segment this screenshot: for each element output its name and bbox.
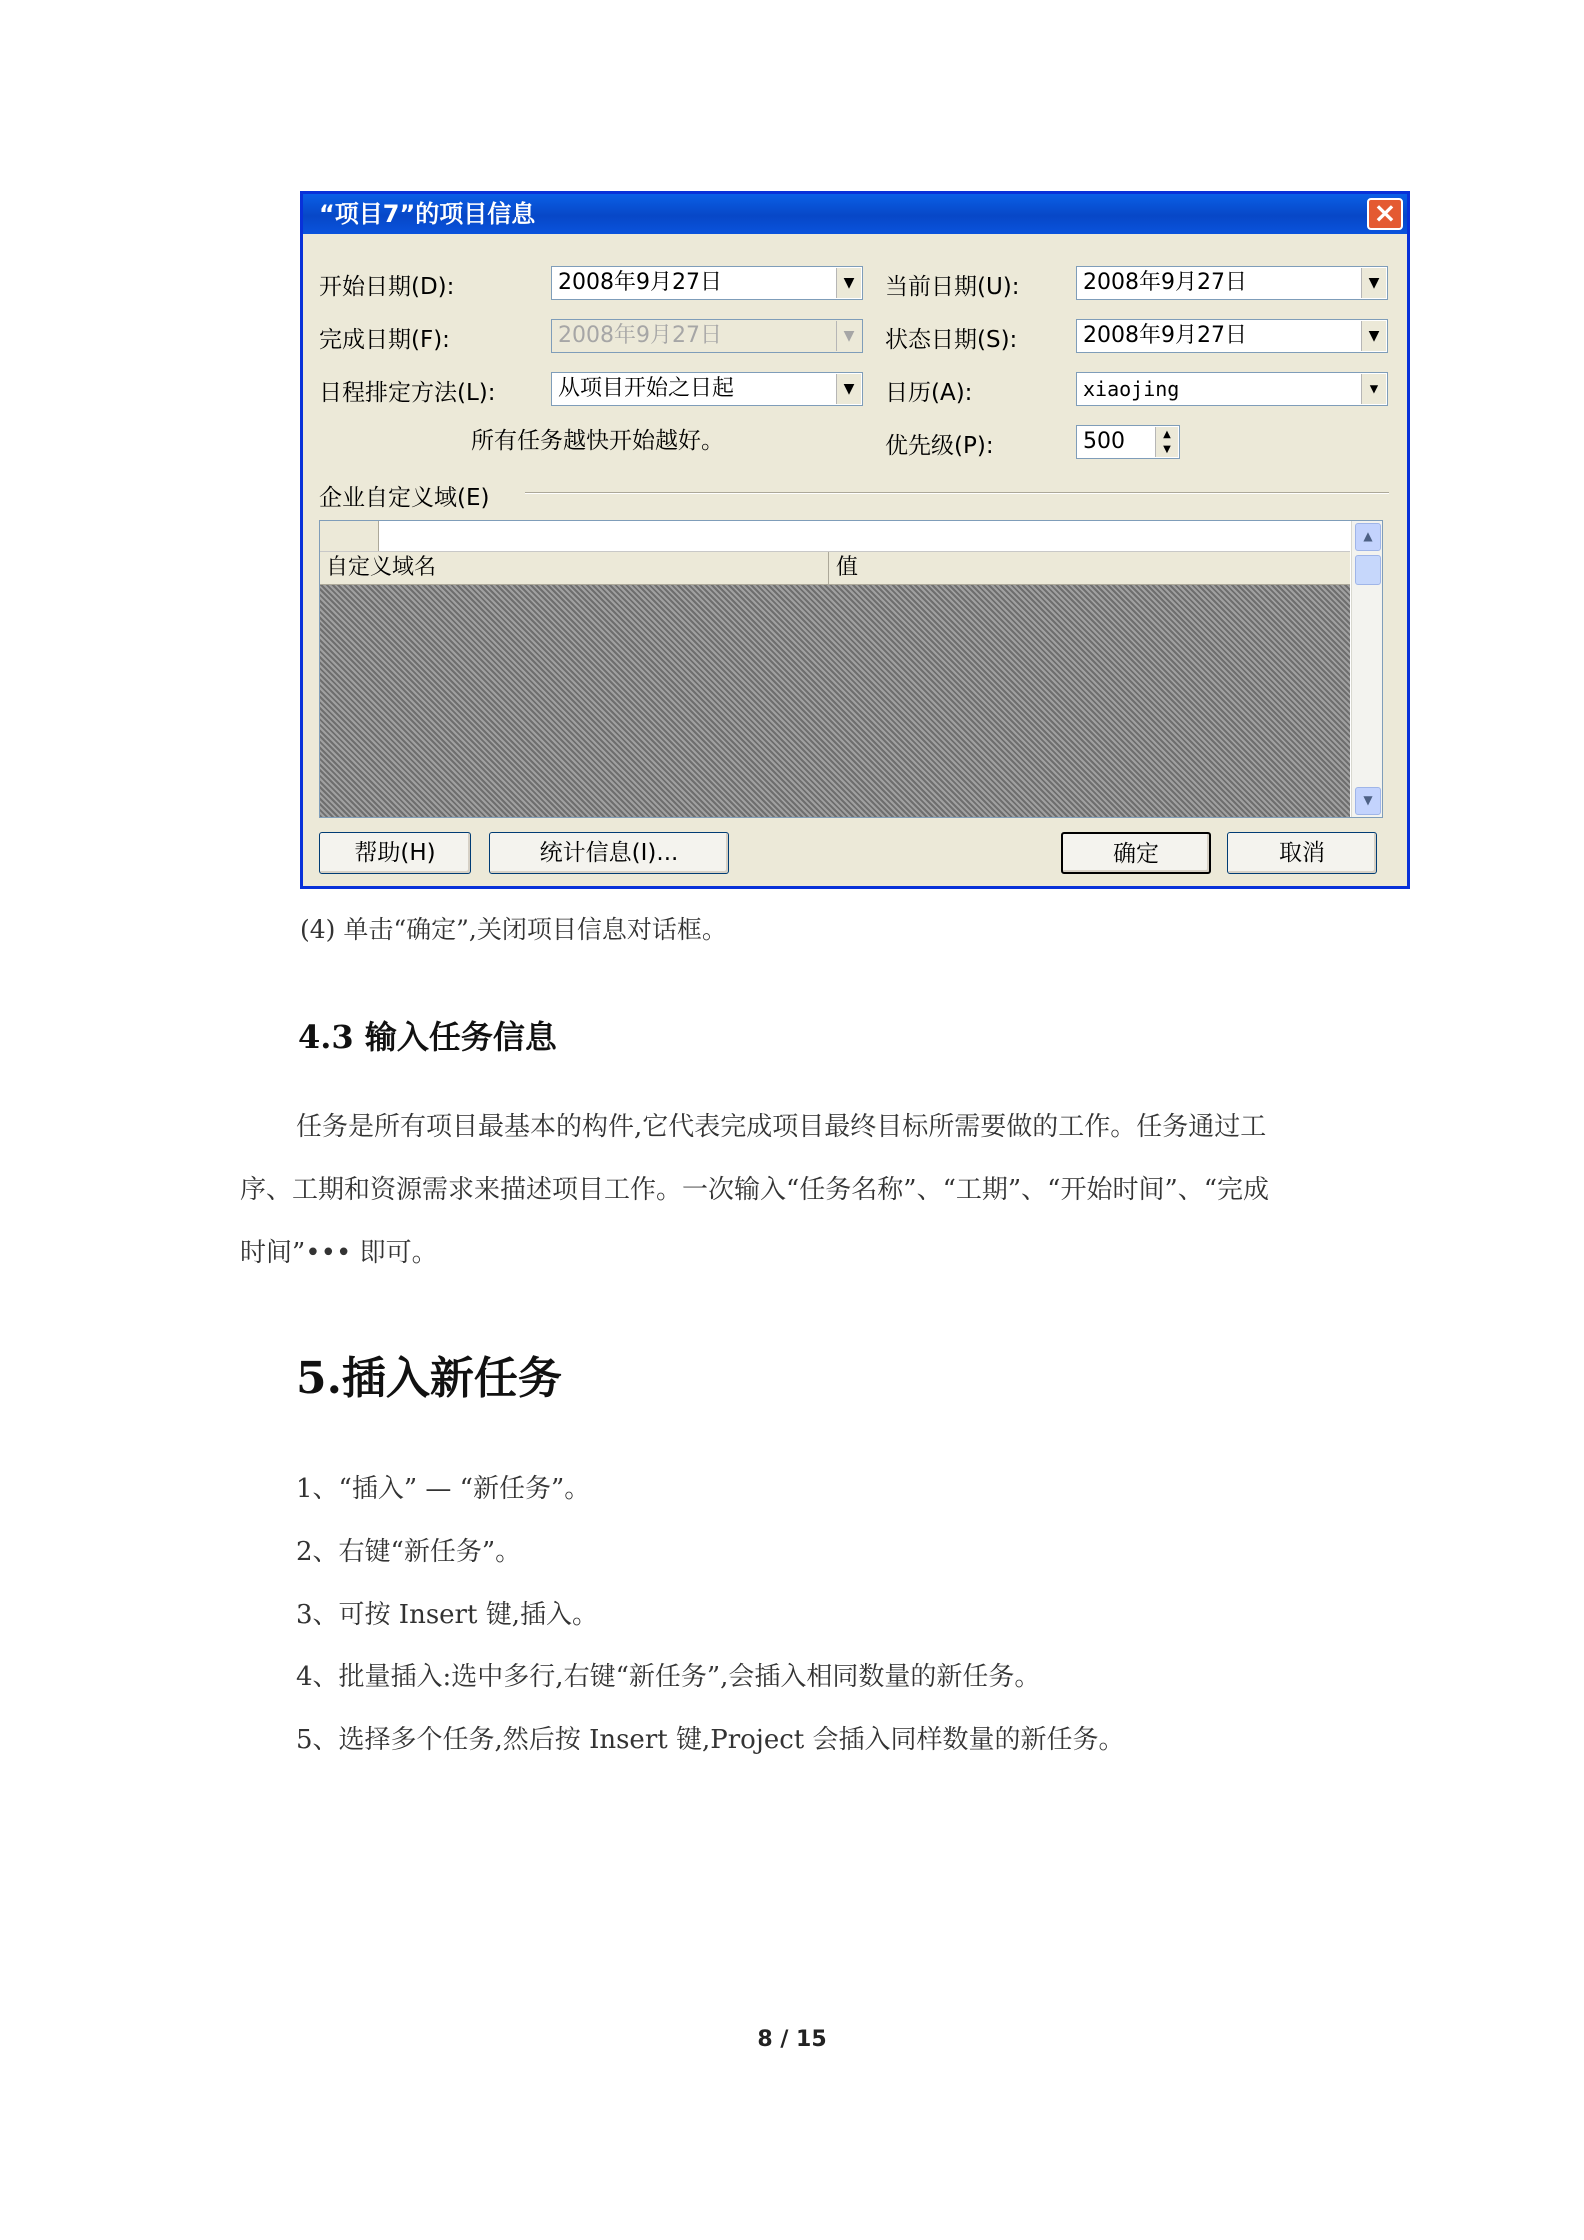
grid-header xyxy=(320,552,1350,585)
dialog-caption: (4) 单击“确定”,关闭项目信息对话框。 xyxy=(300,915,727,944)
list-item: 2、右键“新任务”。 xyxy=(296,1537,522,1567)
current-date-value: 2008年9月27日 xyxy=(1083,270,1247,295)
finish-date-combo xyxy=(551,319,863,353)
start-date-value: 2008年9月27日 xyxy=(558,270,722,295)
grid-edit-row[interactable] xyxy=(320,521,1350,552)
chevron-down-icon[interactable]: ▼ xyxy=(836,268,861,298)
section-heading-5: 5.插入新任务 xyxy=(296,1353,562,1404)
help-button[interactable]: 帮助(H) xyxy=(319,832,471,874)
dialog-titlebar[interactable] xyxy=(303,194,1407,234)
list-item: 1、“插入” — “新任务”。 xyxy=(296,1474,591,1504)
grid-col-name-header: 自定义域名 xyxy=(320,552,829,584)
chevron-down-icon[interactable]: ▼ xyxy=(836,374,861,404)
list-item: 3、可按 Insert 键,插入。 xyxy=(296,1600,598,1630)
spin-arrows-icon[interactable]: ▲ ▼ xyxy=(1155,427,1178,457)
chevron-down-icon[interactable]: ▼ xyxy=(1361,321,1386,351)
chevron-down-icon[interactable]: ▼ xyxy=(1361,268,1386,298)
chevron-down-icon: ▼ xyxy=(836,321,861,351)
priority-label: 优先级(P): xyxy=(885,433,994,459)
calendar-value: xiaojing xyxy=(1083,377,1180,401)
scroll-thumb[interactable] xyxy=(1355,555,1381,585)
finish-date-label: 完成日期(F): xyxy=(319,327,450,353)
ok-button[interactable]: 确定 xyxy=(1061,832,1211,874)
grid-body xyxy=(320,585,1350,817)
status-date-combo[interactable] xyxy=(1076,319,1388,353)
vertical-scrollbar[interactable] xyxy=(1351,521,1382,817)
calendar-label: 日历(A): xyxy=(885,380,973,406)
priority-spinner[interactable] xyxy=(1076,425,1180,459)
list-item: 5、选择多个任务,然后按 Insert 键,Project 会插入同样数量的新任务。 xyxy=(296,1725,1125,1755)
grid-col-value-header: 值 xyxy=(836,555,859,580)
finish-date-value: 2008年9月27日 xyxy=(558,323,722,348)
custom-fields-label: 企业自定义域(E) xyxy=(319,485,490,511)
group-divider xyxy=(525,492,1389,494)
grid-corner-cell xyxy=(320,521,379,551)
schedule-from-combo[interactable] xyxy=(551,372,863,406)
cancel-button[interactable]: 取消 xyxy=(1227,832,1377,874)
section-heading-4-3: 4.3 输入任务信息 xyxy=(298,1018,557,1056)
scroll-down-icon[interactable]: ▼ xyxy=(1355,787,1381,815)
calendar-combo[interactable] xyxy=(1076,372,1388,406)
schedule-from-label: 日程排定方法(L): xyxy=(319,380,496,406)
paragraph-line-2: 序、工期和资源需求来描述项目工作。一次输入“任务名称”、“工期”、“开始时间”、“完成 xyxy=(240,1175,1270,1205)
priority-value: 500 xyxy=(1083,429,1125,454)
project-info-dialog xyxy=(300,191,1410,889)
start-date-combo[interactable] xyxy=(551,266,863,300)
paragraph-line-1: 任务是所有项目最基本的构件,它代表完成项目最终目标所需要做的工作。任务通过工 xyxy=(296,1112,1267,1142)
status-date-value: 2008年9月27日 xyxy=(1083,323,1247,348)
paragraph-line-3: 时间”••• 即可。 xyxy=(240,1238,438,1268)
list-item: 4、批量插入:选中多行,右键“新任务”,会插入相同数量的新任务。 xyxy=(296,1662,1041,1692)
current-date-combo[interactable] xyxy=(1076,266,1388,300)
page-number: 8 / 15 xyxy=(757,2027,827,2052)
statistics-button[interactable]: 统计信息(I)... xyxy=(489,832,729,874)
close-icon[interactable]: × xyxy=(1367,198,1403,230)
schedule-note: 所有任务越快开始越好。 xyxy=(471,428,724,454)
start-date-label: 开始日期(D): xyxy=(319,274,455,300)
scroll-up-icon[interactable]: ▲ xyxy=(1355,523,1381,551)
chevron-down-icon[interactable]: ▼ xyxy=(1361,374,1386,404)
custom-fields-grid[interactable] xyxy=(319,520,1383,818)
current-date-label: 当前日期(U): xyxy=(885,274,1020,300)
dialog-title: “项目7”的项目信息 xyxy=(319,200,536,228)
status-date-label: 状态日期(S): xyxy=(885,327,1018,353)
schedule-from-value: 从项目开始之日起 xyxy=(558,376,735,401)
